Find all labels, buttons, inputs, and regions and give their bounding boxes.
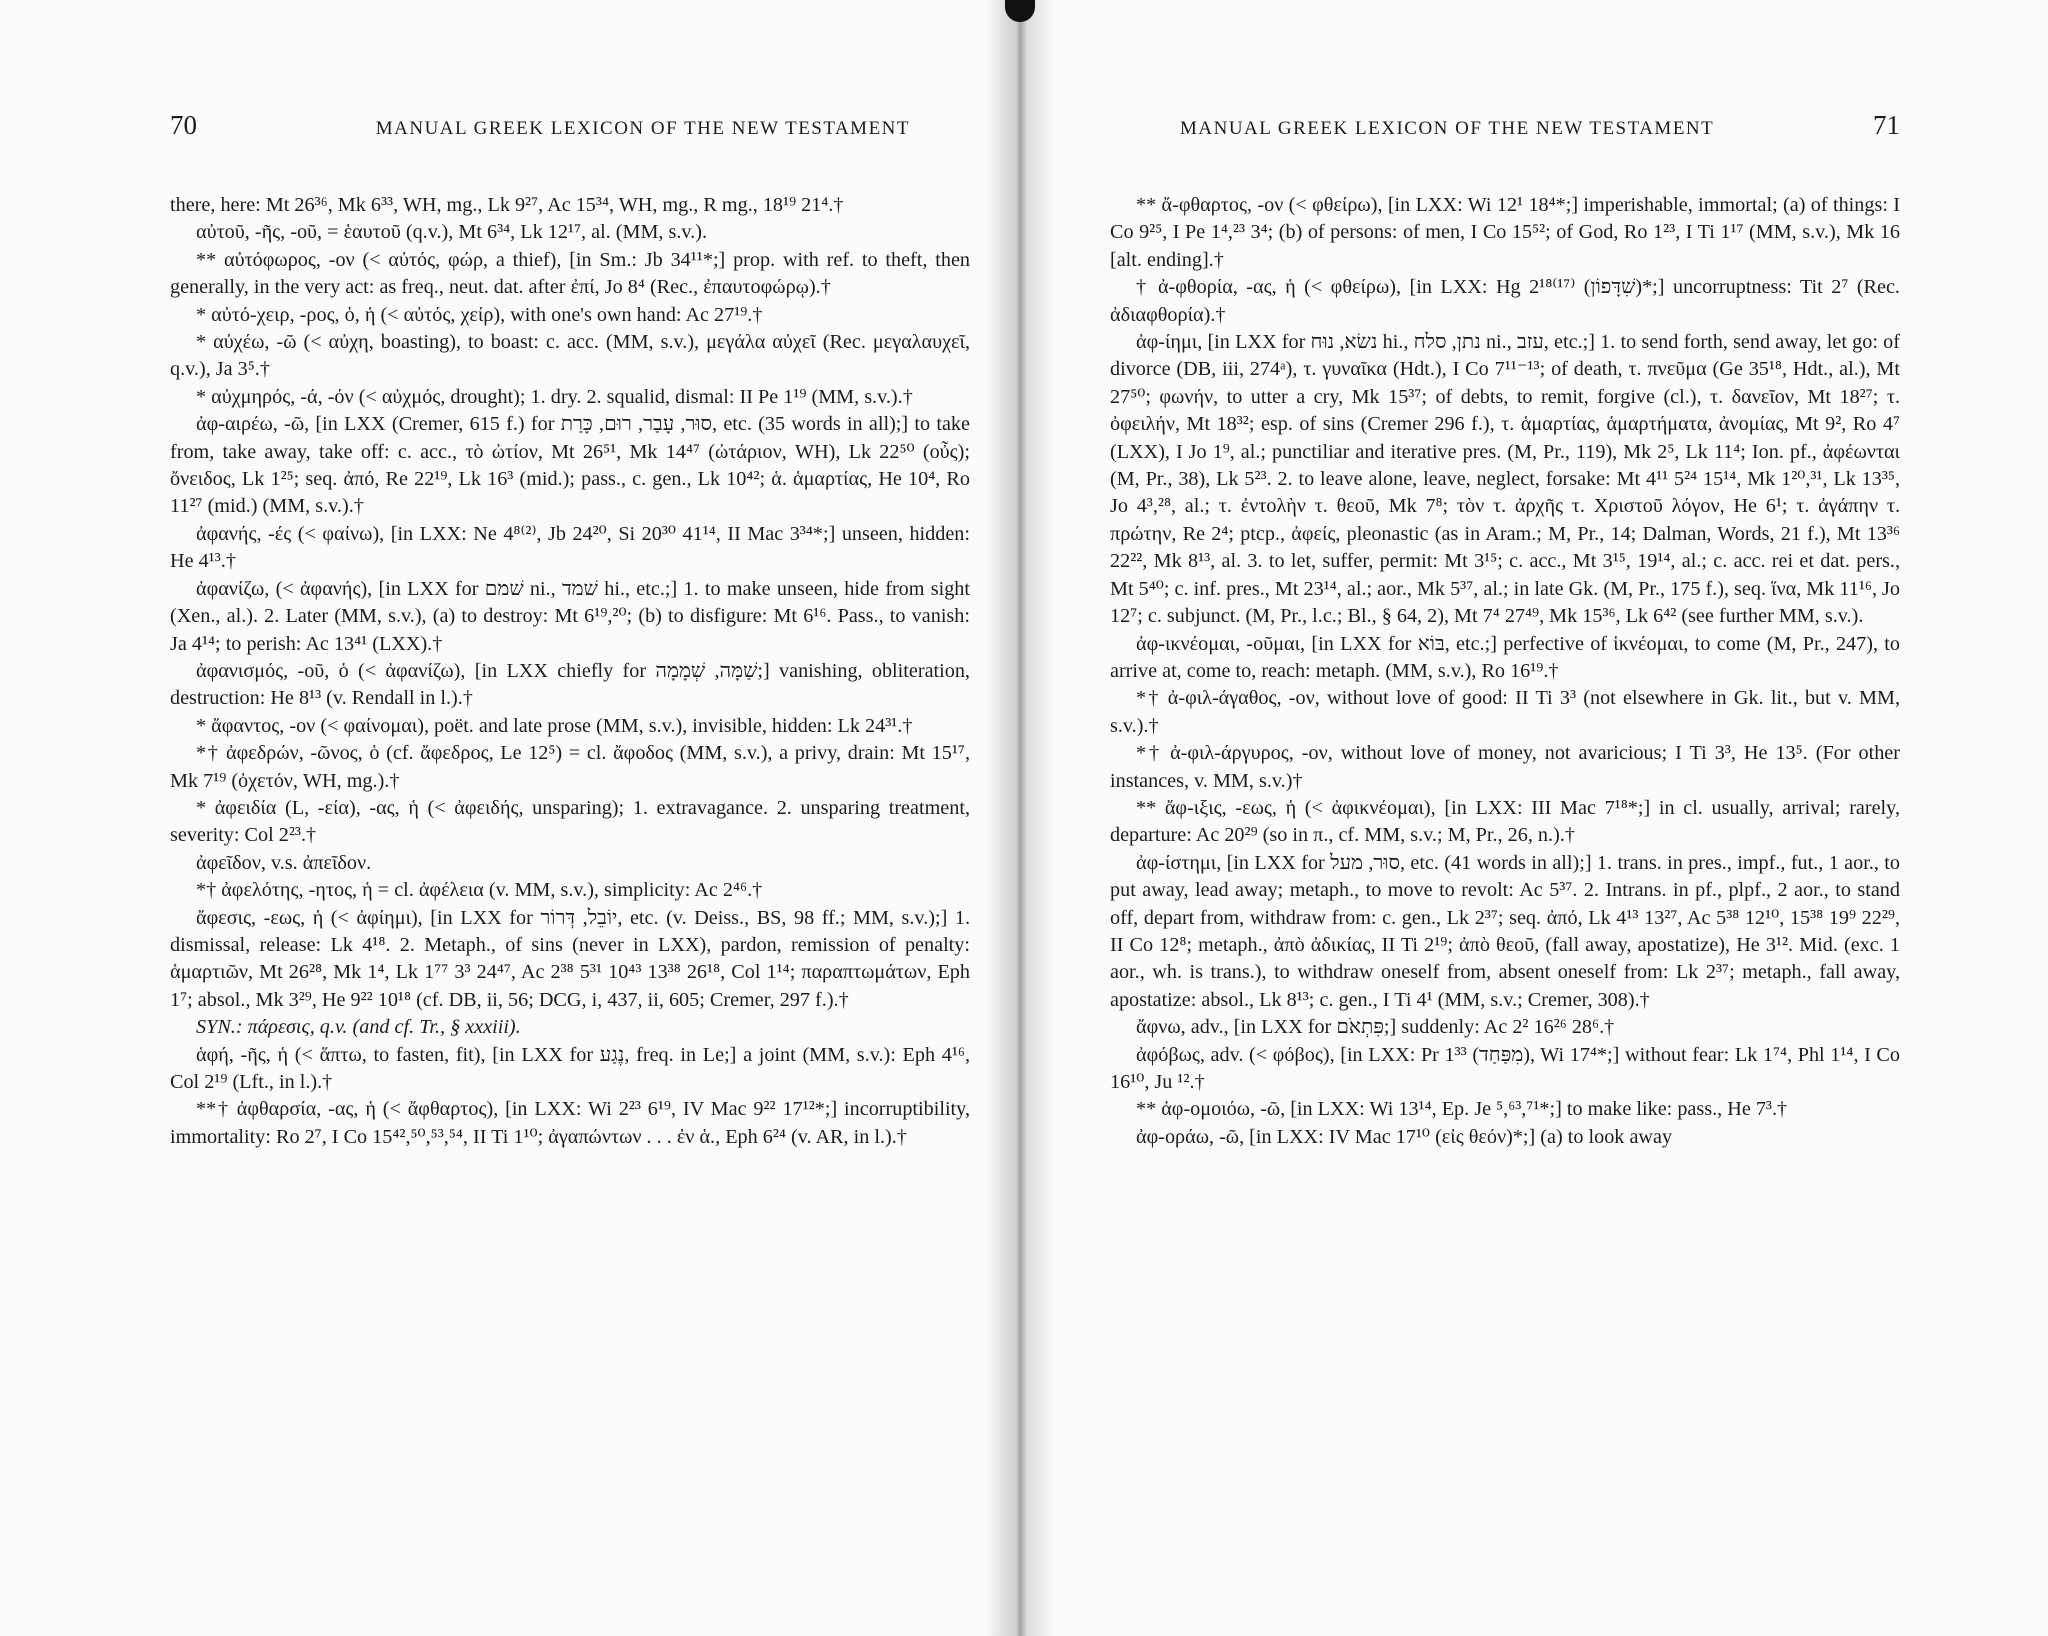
lexicon-entry: *† ἀ-φιλ-άργυρος, -ον, without love of money, not avaricious; I Ti 3³, He 13⁵. (For other instances, v. MM, s.v.)† [1110, 742, 1900, 792]
lexicon-entry: ἀφανισμός, -οῦ, ὁ (< ἀφανίζω), [in LXX chiefly for שַׁמָּה, שְׁמָמָה;] vanishing, obliteration, destruction: He 8¹³ (v. Rendall in l.).† [170, 659, 970, 710]
lexicon-entry: ἀφ-αιρέω, -ῶ, [in LXX (Cremer, 615 f.) for סוּר, עָבַר, רוּם, כָּרַת, etc. (35 words in all);] to take from, take away, take off: c. acc., τὸ ὠτίον, Mt 26⁵¹, Mk 14⁴⁷ (ὠτάριον, WH), Lk 22⁵⁰ (οὖς); ὄνειδος, Lk 1²⁵; seq. ἀπό, Re 22¹⁹, Lk 16³ (mid.); pass., c. gen., Lk 10⁴²; ἁ. ἁμαρτίας, He 10⁴, Ro 11²⁷ (mid.) (MM, s.v.).† [170, 413, 970, 518]
right-running-head: MANUAL GREEK LEXICON OF THE NEW TESTAMENT [1180, 118, 1715, 139]
lexicon-entry: ** αὐτόφωρος, -ον (< αὐτός, φώρ, a thief), [in Sm.: Jb 34¹¹*;] prop. with ref. to theft, then generally, in the very act: as freq., neut. dat. after ἐπί, Jo 8⁴ (Rec., ἐπαυτοφώρῳ).† [170, 248, 970, 299]
lexicon-entry: * αὐτό-χειρ, -ρος, ὁ, ἡ (< αὐτός, χείρ), with one's own hand: Ac 27¹⁹.† [196, 303, 763, 326]
lexicon-entry: * ἄφαντος, -ον (< φαίνομαι), poët. and late prose (MM, s.v.), invisible, hidden: Lk 24³¹.† [196, 714, 913, 737]
lexicon-entry: *† ἀφεδρών, -ῶνος, ὁ (cf. ἄφεδρος, Le 12⁵) = cl. ἄφοδος (MM, s.v.), a privy, drain: Mt 15¹⁷, Mk 7¹⁹ (ὀχετόν, WH, mg.).† [170, 742, 970, 792]
left-page-header [170, 110, 970, 164]
lexicon-entry: αὐτοῦ, -ῆς, -οῦ, = ἑαυτοῦ (q.v.), Mt 6³⁴, Lk 12¹⁷, al. (MM, s.v.). [196, 221, 707, 244]
lexicon-entry: *† ἀφελότης, -ητος, ἡ = cl. ἀφέλεια (v. MM, s.v.), simplicity: Ac 2⁴⁶.† [196, 879, 763, 902]
right-page [1110, 110, 1900, 1610]
lexicon-entry: ἀφόβως, adv. (< φόβος), [in LXX: Pr 1³³ (מִפַּחַד), Wi 17⁴*;] without fear: Lk 1⁷⁴, Phl 1¹⁴, I Co 16¹⁰, Ju ¹².† [1110, 1043, 1900, 1093]
right-page-header [1110, 110, 1900, 164]
lexicon-entry: ἀφ-ίστημι, [in LXX for סוּר, מעל, etc. (41 words in all);] 1. trans. in pres., impf., fut., 1 aor., to put away, lead away; metaph., to move to revolt: Ac 5³⁷. 2. Intrans. in pf., plpf., 2 aor., to stand off, depart from, withdraw from: c. gen., Lk 2³⁷; seq. ἀπό, Lk 4¹³ 13²⁷, Ac 5³⁸ 12¹⁰, 15³⁸ 19⁹ 22²⁹, II Co 12⁸; metaph., ἀπὸ ἀδικίας, II Ti 2¹⁹; ἀπὸ θεοῦ, (fall away, apostatize), He 3¹². Mid. (exc. 1 aor., wh. is trans.), to withdraw oneself from, absent oneself from: Lk 2³⁷; metaph., fall away, apostatize: absol., Lk 8¹³; c. gen., I Ti 4¹ (MM, s.v.; Cremer, 308).† [1110, 851, 1900, 1011]
lexicon-entry: ἀφανίζω, (< ἀφανής), [in LXX for שׁמם ni., שׁמד hi., etc.;] 1. to make unseen, hide from sight (Xen., al.). 2. Later (MM, s.v.), (a) to destroy: Mt 6¹⁹,²⁰; (b) to disfigure: Mt 6¹⁶. Pass., to vanish: Ja 4¹⁴; to perish: Ac 13⁴¹ (LXX).† [170, 577, 970, 655]
lexicon-entry: * ἀφειδία (L, -εία), -ας, ἡ (< ἀφειδής, unsparing); 1. extravagance. 2. unsparing treatment, severity: Col 2²³.† [170, 796, 970, 847]
lexicon-entry: ** ἄφ-ιξις, -εως, ἡ (< ἀφικνέομαι), [in LXX: III Mac 7¹⁸*;] in cl. usually, arrival; rarely, departure: Ac 20²⁹ (so in π., cf. MM, s.v.; M, Pr., 26, n.).† [1110, 796, 1900, 847]
lexicon-entry: * αὐχμηρός, -ά, -όν (< αὐχμός, drought); 1. dry. 2. squalid, dismal: II Pe 1¹⁹ (MM, s.v.).† [196, 385, 913, 408]
left-entries [170, 192, 970, 1151]
lexicon-entry: **† ἀφθαρσία, -ας, ἡ (< ἄφθαρτος), [in LXX: Wi 2²³ 6¹⁹, IV Mac 9²² 17¹²*;] incorruptibility, immortality: Ro 2⁷, I Co 15⁴²,⁵⁰,⁵³,⁵⁴, II Ti 1¹⁰; ἀγαπώντων . . . ἐν ἁ., Eph 6²⁴ (v. AR, in l.).† [170, 1098, 970, 1148]
lexicon-entry: ἀφ-ίημι, [in LXX for נשׂא, נוּח hi., נתן, סלח ni., עזב, etc.;] 1. to send forth, send away, let go: of divorce (DB, iii, 274ᵃ), τ. γυναῖκα (Hdt.), I Co 7¹¹⁻¹³; of death, τ. πνεῦμα (Ge 35¹⁸, Hdt., al.), Mt 27⁵⁰; φωνήν, to utter a cry, Mk 15³⁷; of debts, to remit, forgive (cl.), τ. δανεῖον, Mt 18²⁷; τ. ὀφειλήν, Mt 18³²; esp. of sins (Cremer 296 f.), τ. ἁμαρτίας, ἁμαρτήματα, ἀνομίας, Mt 9², Ro 4⁷ (LXX), I Jo 1⁹, al.; punctiliar and iterative pres. (M, Pr., 119), Mk 2⁵, Lk 11⁴; Ion. pf., ἀφέωνται (M, Pr., 38), Lk 5²³. 2. to leave alone, leave, neglect, forsake: Mt 4¹¹ 5²⁴ 15¹⁴, Mk 1²⁰,³¹, Lk 13³⁵, Jo 4³,²⁸, al.; τ. ἐντολὴν τ. θεοῦ, Mk 7⁸; τὸν τ. ἀρχῆς τ. Χριστοῦ λόγον, He 6¹; τ. ἀγάπην τ. πρώτην, Re 2⁴; ptcp., ἀφείς, pleonastic (as in Aram.; M, Pr., 14; Dalman, Words, 21 f.), Mt 13³⁶ 22²², Mk 8¹³, al. 3. to let, suffer, permit: Mt 3¹⁵; c. acc., Mt 3¹⁵, 19¹⁴, al.; c. acc. rei et dat. pers., Mt 5⁴⁰; c. inf. pres., Mt 23¹⁴, al.; aor., Mk 5³⁷, al.; in late Gk. (M, Pr., 175 f.), seq. ἵνα, Mk 11¹⁶, Jo 12⁷; c. subjunct. (M, Pr., l.c.; Bl., § 64, 2), Mt 7⁴ 27⁴⁹, Mk 15³⁶, Lk 6⁴² (see further MM, s.v.). [1110, 331, 1900, 628]
lexicon-entry: ἀφανής, -ές (< φαίνω), [in LXX: Ne 4⁸⁽²⁾, Jb 24²⁰, Si 20³⁰ 41¹⁴, II Mac 3³⁴*;] unseen, hidden: He 4¹³.† [170, 522, 970, 573]
lexicon-entry: ** ἀφ-ομοιόω, -ῶ, [in LXX: Wi 13¹⁴, Ep. Je ⁵,⁶³,⁷¹*;] to make like: pass., He 7³.† [1136, 1098, 1788, 1121]
lexicon-entry: ἁφή, -ῆς, ἡ (< ἅπτω, to fasten, fit), [in LXX for נֶגַע, freq. in Le;] a joint (MM, s.v.): Eph 4¹⁶, Col 2¹⁹ (Lft., in l.).† [170, 1043, 970, 1093]
synonym-note: SYN.: πάρεσις, q.v. (and cf. Tr., § xxxiii). [196, 1016, 521, 1039]
lexicon-entry: ἀφ-ικνέομαι, -οῦμαι, [in LXX for בּוֹא, etc.;] perfective of ἱκνέομαι, to come (M, Pr., 247), to arrive at, come to, reach: metaph. (MM, s.v.), Ro 16¹⁹.† [1110, 632, 1900, 682]
lexicon-entry: ἄφνω, adv., [in LXX for פִּתְאֹם;] suddenly: Ac 2² 16²⁶ 28⁶.† [1136, 1016, 1615, 1039]
lexicon-entry: ἀφ-οράω, -ῶ, [in LXX: IV Mac 17¹⁰ (εἰς θεόν)*;] (a) to look away [1136, 1125, 1673, 1148]
lexicon-entry: † ἀ-φθορία, -ας, ἡ (< φθείρω), [in LXX: Hg 2¹⁸⁽¹⁷⁾ (שִׁדָּפוֹן)*;] uncorruptness: Tit 2⁷ (Rec. ἀδιαφθορία).† [1110, 276, 1900, 326]
lexicon-entry: there, here: Mt 26³⁶, Mk 6³³, WH, mg., Lk 9²⁷, Ac 15³⁴, WH, mg., R mg., 18¹⁹ 21⁴.† [170, 194, 844, 216]
lexicon-entry: ** ἄ-φθαρτος, -ον (< φθείρω), [in LXX: Wi 12¹ 18⁴*;] imperishable, immortal; (a) of things: I Co 9²⁵, I Pe 1⁴,²³ 3⁴; (b) of persons: of men, I Co 15⁵²; of God, Ro 1²³, I Ti 1¹⁷ (MM, s.v.), Mk 16 [alt. ending].† [1110, 194, 1900, 271]
right-page-number: 71 [1873, 110, 1900, 140]
left-page-number: 70 [170, 110, 197, 140]
book-gutter [985, 0, 1055, 1636]
right-entries [1110, 192, 1900, 1151]
lexicon-entry: *† ἀ-φιλ-άγαθος, -ον, without love of good: II Ti 3³ (not elsewhere in Gk. lit., but v. MM, s.v.).† [1110, 687, 1900, 737]
lexicon-entry: ἀφεῖδον, v.s. ἀπεῖδον. [196, 851, 372, 874]
left-running-head: MANUAL GREEK LEXICON OF THE NEW TESTAMENT [375, 118, 910, 139]
lexicon-entry: * αὐχέω, -ῶ (< αὐχη, boasting), to boast: c. acc. (MM, s.v.), μεγάλα αὐχεῖ (Rec. μεγαλαυχεῖ, q.v.), Ja 3⁵.† [170, 331, 970, 381]
lexicon-entry: ἄφεσις, -εως, ἡ (< ἀφίημι), [in LXX for יוֹבֵל, דְּרוֹר, etc. (v. Deiss., BS, 98 ff.; MM, s.v.);] 1. dismissal, release: Lk 4¹⁸. 2. Metaph., of sins (never in LXX), pardon, remission of penalty: ἁμαρτιῶν, Mt 26²⁸, Mk 1⁴, Lk 1⁷⁷ 3³ 24⁴⁷, Ac 2³⁸ 5³¹ 10⁴³ 13³⁸ 26¹⁸, Col 1¹⁴; παραπτωμάτων, Eph 1⁷; absol., Mk 3²⁹, He 9²² 10¹⁸ (cf. DB, ii, 56; DCG, i, 437, ii, 605; Cremer, 297 f.).† [170, 906, 970, 1011]
left-page [170, 110, 970, 1610]
